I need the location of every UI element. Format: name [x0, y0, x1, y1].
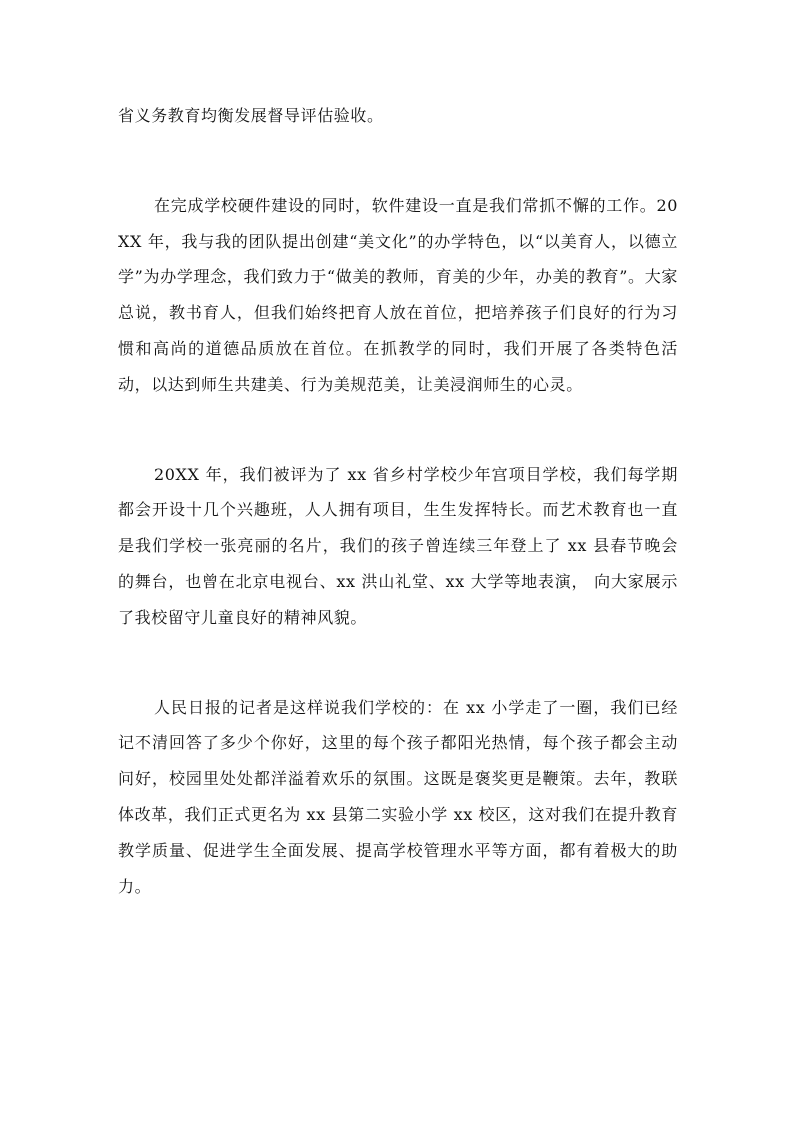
paragraph-1: 省义务教育均衡发展督导评估验收。 [118, 106, 384, 125]
paragraph-gap [118, 403, 678, 457]
paragraph-4: 人民日报的记者是这样说我们学校的：在 xx 小学走了一圈，我们已经记不清回答了多少个你好，这里的每个孩子都阳光热情，每个孩子都会主动问好，校园里处处都洋溢着欢乐的氛围。这既是褒奖更是鞭策。去年，教联体改革，我们正式更名为 xx 县第二实验小学 xx 校区，这对我们在提升教育教学质量、促进学生全面发展、提高学校管理水平等方面，都有着极大的助力。 [118, 697, 678, 896]
paragraph-2: 在完成学校硬件建设的同时，软件建设一直是我们常抓不懈的工作。20XX 年，我与我的团队提出创建“美文化”的办学特色，以“以美育人，以德立学”为办学理念，我们致力于“做美的教师，育美的少年，办美的教育”。大家总说，教书育人，但我们始终把育人放在首位，把培养孩子们良好的行为习惯和高尚的道德品质放在首位。在抓教学的同时，我们开展了各类特色活动，以达到师生共建美、行为美规范美，让美浸润师生的心灵。 [118, 195, 678, 394]
paragraph-3: 20XX 年，我们被评为了 xx 省乡村学校少年宫项目学校，我们每学期都会开设十几个兴趣班，人人拥有项目，生生发挥特长。而艺术教育也一直是我们学校一张亮丽的名片，我们的孩子曾连续三年登上了 xx 县春节晚会的舞台，也曾在北京电视台、xx 洪山礼堂、xx 大学等地表演， 向大家展示了我校留守儿童良好的精神风貌。 [118, 464, 678, 627]
document-body [118, 98, 678, 904]
paragraph-gap [118, 134, 678, 188]
paragraph-gap [118, 636, 678, 690]
